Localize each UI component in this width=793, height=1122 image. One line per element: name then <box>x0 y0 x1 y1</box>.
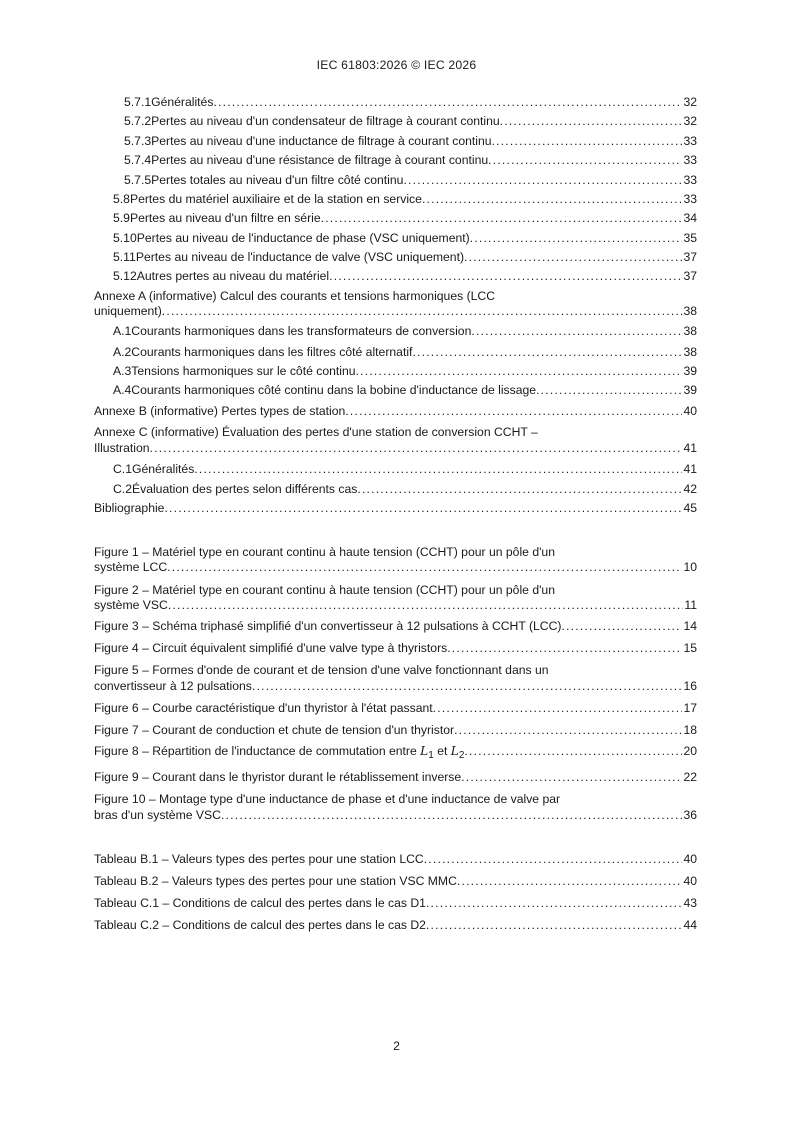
figure-entry-page: 10 <box>683 560 697 574</box>
figure-entry-title: Figure 4 – Circuit équivalent simplifié d'une valve type à thyristors <box>94 641 448 655</box>
figure-entry-title: Figure 7 – Courant de conduction et chute de tension d'un thyristor <box>94 723 455 737</box>
dot-leader <box>470 230 683 246</box>
toc-entry[interactable] <box>113 268 697 284</box>
figure-entry-title: Figure 6 – Courbe caractéristique d'un thyristor à l'état passant <box>94 701 433 715</box>
toc-entry-title: Illustration <box>94 441 150 455</box>
toc-entry-page: 41 <box>683 441 697 455</box>
table-entry-title: Tableau C.2 – Conditions de calcul des pertes dans le cas D2 <box>94 918 426 932</box>
toc-entry-title: Généralités <box>131 462 195 476</box>
toc-entry-page: 45 <box>683 501 697 515</box>
toc-entry[interactable] <box>124 133 697 149</box>
table-entry-page: 43 <box>683 896 697 910</box>
figure-8-conjunction: et <box>433 744 451 758</box>
figure-entry[interactable] <box>94 618 697 634</box>
toc-entry-page: 37 <box>683 250 697 264</box>
dot-leader <box>426 917 682 933</box>
table-entry-title: Tableau C.1 – Conditions de calcul des pertes dans le cas D1 <box>94 896 426 910</box>
figure-entry[interactable] <box>94 559 697 575</box>
figure-entry[interactable] <box>94 597 697 613</box>
dot-leader <box>464 743 682 759</box>
toc-entry-title: Pertes au niveau d'une résistance de filtrage à courant continu <box>151 153 489 167</box>
dot-leader <box>536 382 682 398</box>
dot-leader <box>422 191 683 207</box>
toc-entry-number: 5.7.5 <box>124 173 152 187</box>
toc-annex-c-line1[interactable]: Annexe C (informative) Évaluation des pertes d'une station de conversion CCHT – <box>94 425 538 439</box>
toc-entry-number: C.1 <box>113 462 132 476</box>
toc-entry-number: A.2 <box>113 345 132 359</box>
math-variable-l1: $L_1$ <box>420 744 434 761</box>
toc-entry-number: C.2 <box>113 482 132 496</box>
figure-entry-page: 20 <box>683 744 697 758</box>
toc-entry-title: Tensions harmoniques sur le côté continu <box>131 364 356 378</box>
math-variable-l2: $L_2$ <box>450 744 465 761</box>
table-entry-page: 40 <box>683 852 697 866</box>
toc-entry-title: Bibliographie <box>94 501 165 515</box>
figure-entry-page: 18 <box>683 723 697 737</box>
figure-entry-title <box>94 743 464 761</box>
toc-entry-page: 33 <box>683 173 697 187</box>
page-header: IEC 61803:2026 © IEC 2026 <box>316 58 477 72</box>
figure-entry-title: Figure 3 – Schéma triphasé simplifié d'un convertisseur à 12 pulsations à CCHT (LCC) <box>94 619 562 633</box>
toc-entry-number: 5.7.2 <box>124 114 152 128</box>
dot-leader <box>321 210 683 226</box>
toc-entry-number: 5.7.1 <box>124 95 152 109</box>
toc-entry-page: 38 <box>683 304 697 318</box>
dot-leader <box>345 403 682 419</box>
dot-leader <box>403 172 682 188</box>
toc-entry-title: Évaluation des pertes selon différents cas <box>131 482 358 496</box>
toc-entry-number: A.3 <box>113 364 132 378</box>
toc-entry[interactable] <box>113 363 697 379</box>
table-entry[interactable] <box>94 895 697 911</box>
table-entry-page: 44 <box>683 918 697 932</box>
toc-entry-page: 32 <box>683 95 697 109</box>
toc-entry-page: 38 <box>683 345 697 359</box>
toc-entry-page: 33 <box>683 153 697 167</box>
toc-entry-title: Pertes au niveau d'un filtre en série <box>129 211 321 225</box>
toc-entry-title: Annexe B (informative) Pertes types de station <box>94 404 346 418</box>
dot-leader <box>357 481 682 497</box>
toc-entry-page: 42 <box>683 482 697 496</box>
dot-leader <box>162 303 683 319</box>
toc-entry-number: 5.7.3 <box>124 134 152 148</box>
toc-entry[interactable] <box>113 230 697 246</box>
dot-leader <box>168 597 684 613</box>
toc-entry-page: 39 <box>683 364 697 378</box>
dot-leader <box>426 895 682 911</box>
toc-entry-title: uniquement) <box>94 304 162 318</box>
toc-entry-number: 5.7.4 <box>124 153 152 167</box>
toc-entry[interactable] <box>113 461 697 477</box>
toc-entry-title: Pertes au niveau de l'inductance de valve (VSC uniquement) <box>135 250 465 264</box>
figure-entry-page: 15 <box>683 641 697 655</box>
figure-entry-title: convertisseur à 12 pulsations <box>94 679 252 693</box>
figure-8-text: Figure 8 – Répartition de l'inductance de commutation entre <box>94 744 421 758</box>
toc-entry-title: Pertes au niveau d'une inductance de filtrage à courant continu <box>151 134 492 148</box>
dot-leader <box>464 249 682 265</box>
toc-entry-title: Pertes au niveau de l'inductance de phase (VSC uniquement) <box>136 231 470 245</box>
toc-entry-number: 5.8 <box>113 192 130 206</box>
dot-leader <box>561 618 682 634</box>
toc-entry-number: 5.11 <box>113 250 136 264</box>
toc-entry[interactable] <box>113 191 697 207</box>
toc-entry-title: Généralités <box>151 95 214 109</box>
toc-entry-bibliography[interactable] <box>94 500 697 516</box>
toc-entry[interactable] <box>124 94 697 110</box>
toc-entry-number: 5.9 <box>113 211 130 225</box>
toc-entry[interactable] <box>113 210 697 226</box>
figure-entry-page: 14 <box>683 619 697 633</box>
figure-entry-page: 16 <box>683 679 697 693</box>
figure-2-line1[interactable]: Figure 2 – Matériel type en courant continu à haute tension (CCHT) pour un pôle d'un <box>94 583 555 597</box>
toc-entry-page: 39 <box>683 383 697 397</box>
figure-entry-title: système VSC <box>94 598 168 612</box>
table-entry[interactable] <box>94 917 697 933</box>
dot-leader <box>194 461 682 477</box>
dot-leader <box>356 363 683 379</box>
figure-1-line1[interactable]: Figure 1 – Matériel type en courant continu à haute tension (CCHT) pour un pôle d'un <box>94 545 555 559</box>
toc-entry-number: 5.12 <box>113 269 137 283</box>
table-entry-title: Tableau B.1 – Valeurs types des pertes pour une station LCC <box>94 852 424 866</box>
dot-leader <box>221 807 682 823</box>
figure-entry-title: système LCC <box>94 560 168 574</box>
toc-entry-number: 5.10 <box>113 231 137 245</box>
dot-leader <box>252 678 683 694</box>
figure-entry[interactable] <box>94 678 697 694</box>
toc-entry-title: Pertes au niveau d'un condensateur de filtrage à courant continu <box>151 114 500 128</box>
dot-leader <box>447 640 682 656</box>
dot-leader <box>150 440 683 456</box>
figure-10-line1[interactable]: Figure 10 – Montage type d'une inductance de phase et d'une inductance de valve par <box>94 792 561 806</box>
toc-entry[interactable] <box>113 249 697 265</box>
toc-entry[interactable] <box>124 172 697 188</box>
page-number: 2 <box>393 1039 400 1053</box>
dot-leader <box>454 722 682 738</box>
figure-entry[interactable] <box>94 807 697 823</box>
toc-entry-page: 33 <box>683 134 697 148</box>
toc-entry-page: 32 <box>683 114 697 128</box>
toc-entry[interactable] <box>113 481 697 497</box>
figure-entry[interactable] <box>94 743 697 759</box>
dot-leader <box>433 700 683 716</box>
figure-5-line1[interactable]: Figure 5 – Formes d'onde de courant et de tension d'une valve fonctionnant dans un <box>94 663 549 677</box>
toc-entry-annex-a[interactable] <box>94 303 697 319</box>
toc-entry-annex-b[interactable] <box>94 403 697 419</box>
toc-entry-page: 34 <box>683 211 697 225</box>
dot-leader <box>329 268 682 284</box>
figure-entry[interactable] <box>94 769 697 785</box>
toc-entry-title: Courants harmoniques côté continu dans la bobine d'inductance de lissage <box>131 383 537 397</box>
toc-entry-page: 38 <box>683 324 697 338</box>
toc-entry[interactable] <box>113 323 697 339</box>
figure-entry[interactable] <box>94 722 697 738</box>
figure-entry[interactable] <box>94 640 697 656</box>
figure-entry-page: 11 <box>684 598 697 612</box>
figure-entry-page: 17 <box>683 701 697 715</box>
table-entry-title: Tableau B.2 – Valeurs types des pertes pour une station VSC MMC <box>94 874 457 888</box>
toc-entry-title: Pertes totales au niveau d'un filtre côté continu <box>151 173 404 187</box>
dot-leader <box>412 344 682 360</box>
toc-entry[interactable] <box>113 344 697 360</box>
table-entry[interactable] <box>94 873 697 889</box>
figure-entry-title: Figure 9 – Courant dans le thyristor durant le rétablissement inverse <box>94 770 462 784</box>
dot-leader <box>488 152 682 168</box>
toc-entry-page: 33 <box>683 192 697 206</box>
figure-entry-page: 36 <box>683 808 697 822</box>
figure-entry-title: bras d'un système VSC <box>94 808 221 822</box>
dot-leader <box>471 323 682 339</box>
table-entry[interactable] <box>94 851 697 867</box>
toc-entry-title: Pertes du matériel auxiliaire et de la station en service <box>129 192 422 206</box>
toc-entry-number: A.4 <box>113 383 132 397</box>
toc-entry-page: 35 <box>683 231 697 245</box>
toc-entry-number: A.1 <box>113 324 132 338</box>
toc-entry-page: 41 <box>683 462 697 476</box>
toc-entry-page: 40 <box>683 404 697 418</box>
figure-entry[interactable] <box>94 700 697 716</box>
toc-entry-title: Courants harmoniques dans les transformateurs de conversion <box>131 324 472 338</box>
dot-leader <box>492 133 683 149</box>
toc-entry-annex-c[interactable] <box>94 440 697 456</box>
toc-entry[interactable] <box>113 382 697 398</box>
toc-entry-title: Courants harmoniques dans les filtres côté alternatif <box>131 345 413 359</box>
toc-entry[interactable] <box>124 113 697 129</box>
table-entry-page: 40 <box>683 874 697 888</box>
toc-annex-a-line1[interactable]: Annexe A (informative) Calcul des courants et tensions harmoniques (LCC <box>94 289 496 303</box>
figure-entry-page: 22 <box>683 770 697 784</box>
dot-leader <box>167 559 682 575</box>
dot-leader <box>164 500 682 516</box>
dot-leader <box>500 113 683 129</box>
dot-leader <box>457 873 683 889</box>
toc-entry-page: 37 <box>683 269 697 283</box>
toc-entry[interactable] <box>124 152 697 168</box>
dot-leader <box>213 94 682 110</box>
dot-leader <box>461 769 682 785</box>
dot-leader <box>424 851 683 867</box>
toc-entry-title: Autres pertes au niveau du matériel <box>136 269 330 283</box>
